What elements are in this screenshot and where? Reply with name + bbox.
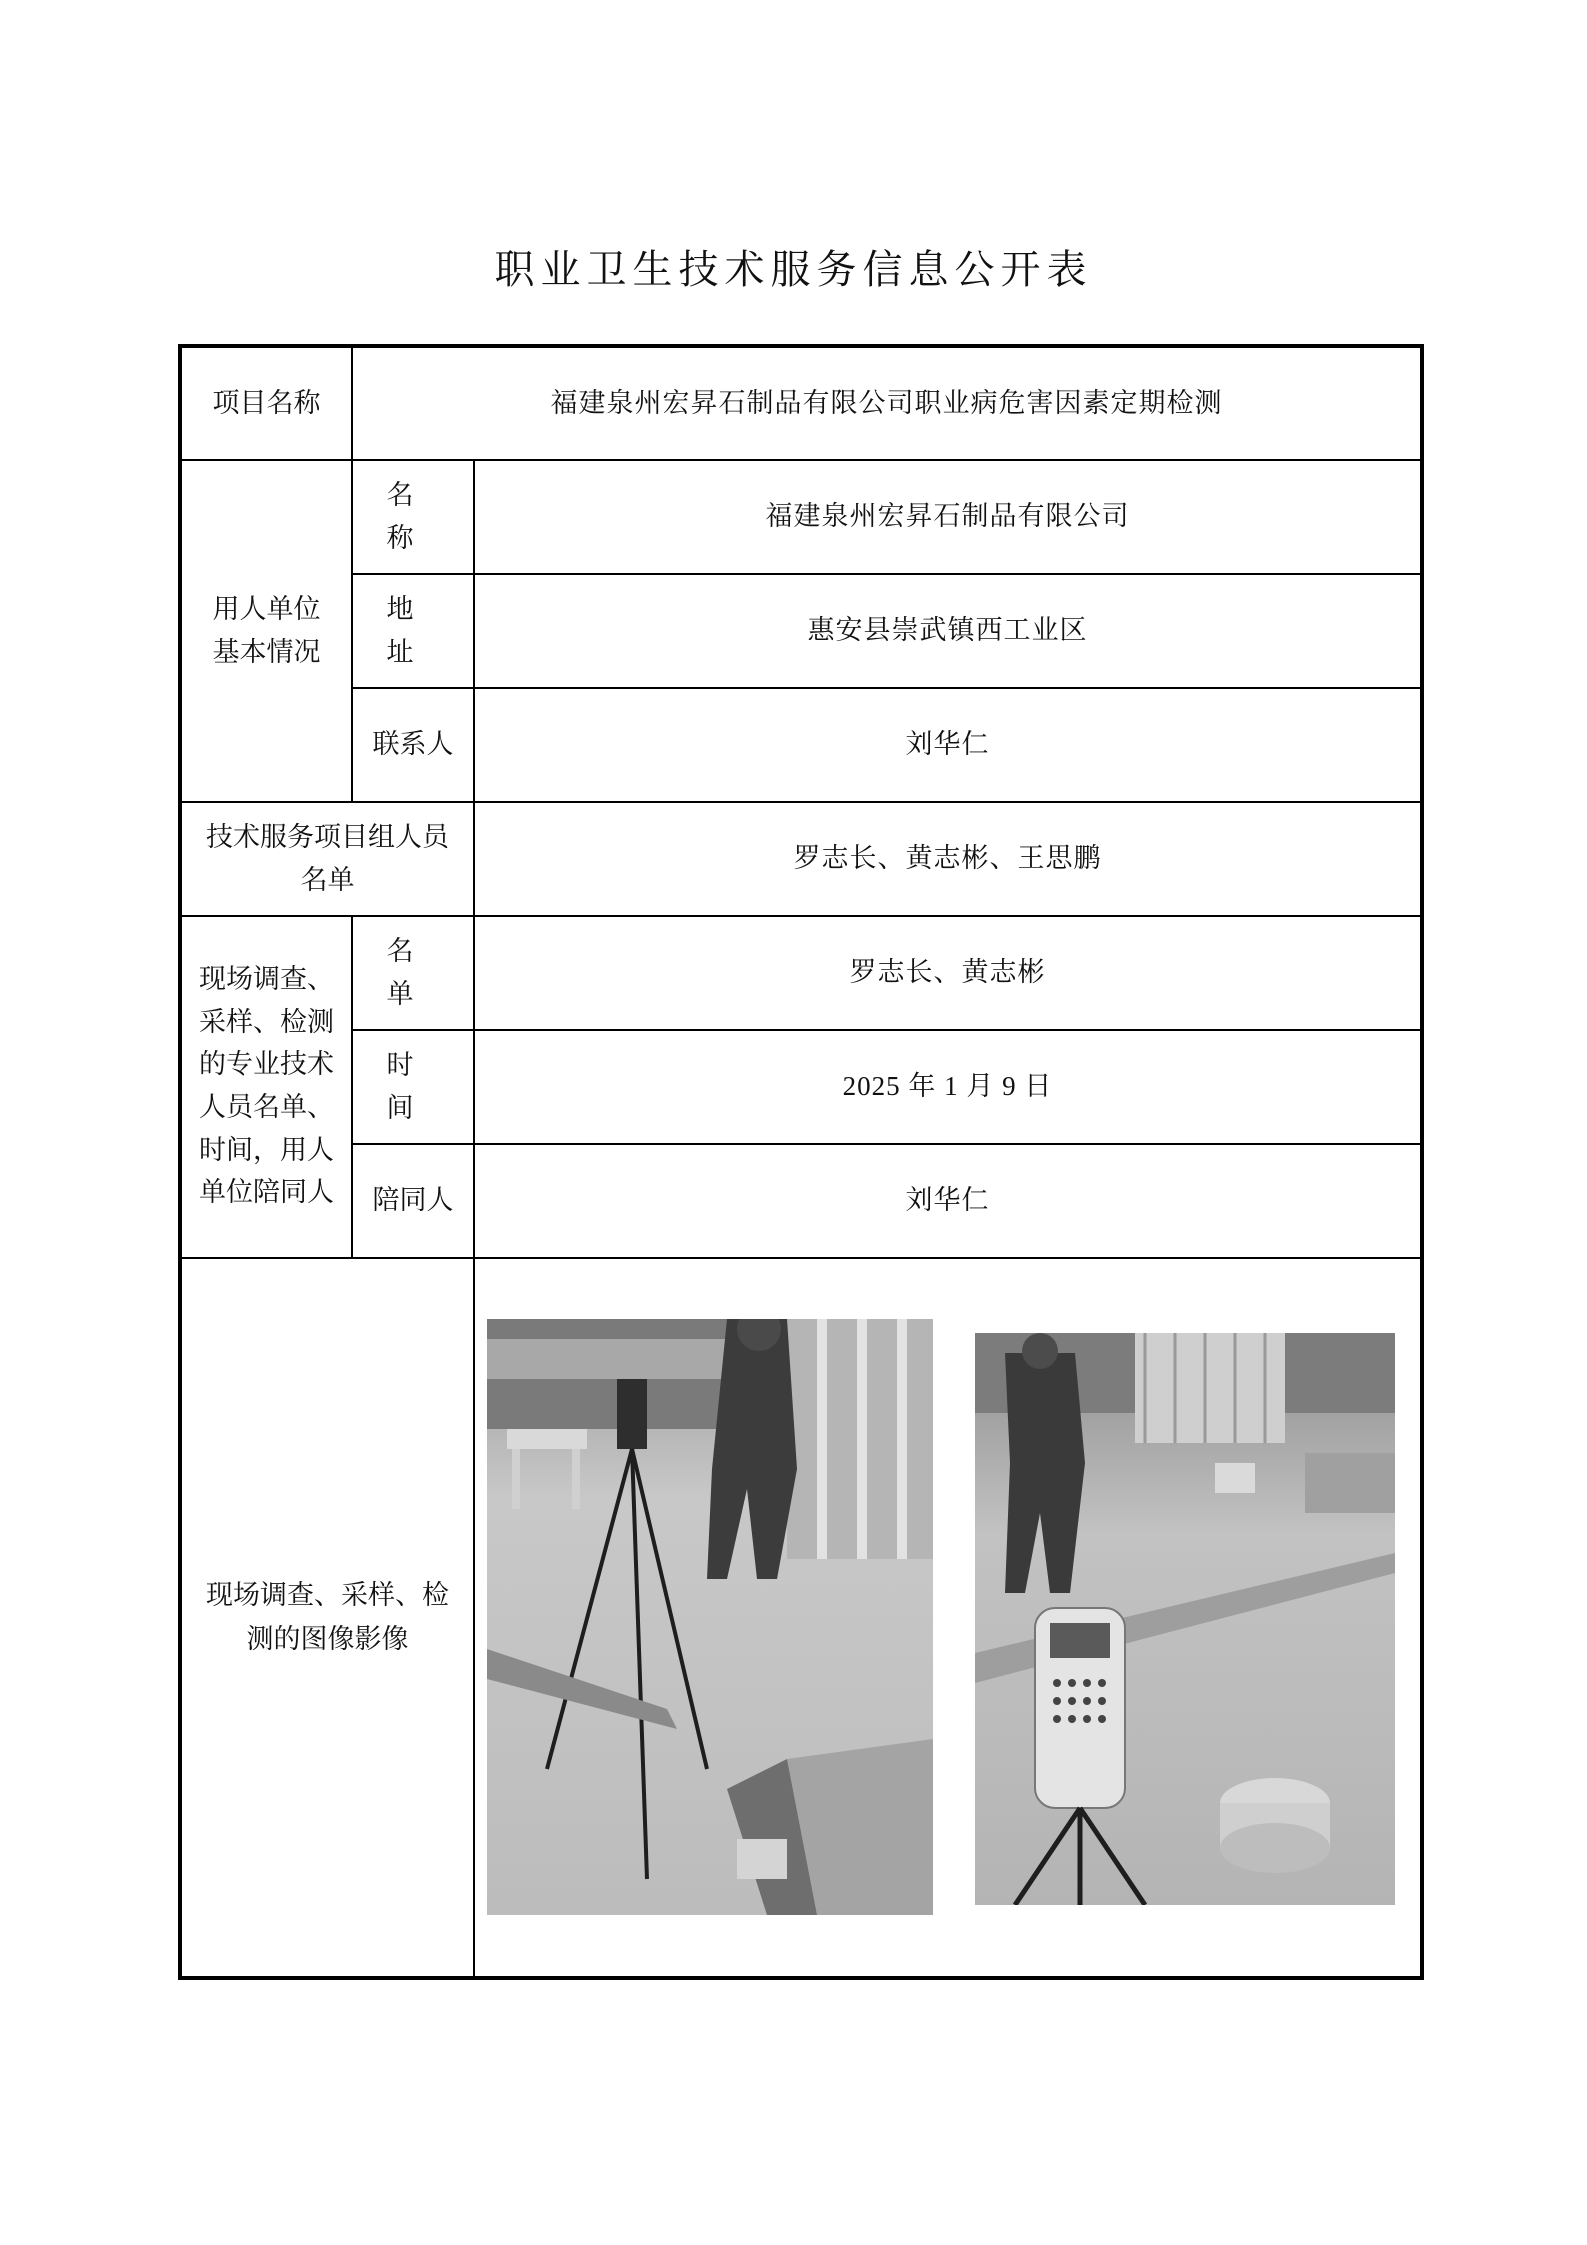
onsite-list-label: 名 单 bbox=[352, 916, 474, 1030]
row-onsite-escort bbox=[180, 1144, 1422, 1258]
onsite-label-line-4: 人员名单、 bbox=[199, 1092, 334, 1123]
onsite-label-line-6: 单位陪同人 bbox=[199, 1177, 334, 1209]
employer-contact-label: 联系人 bbox=[352, 688, 474, 802]
employer-address-label: 地 址 bbox=[352, 574, 474, 688]
page-title: 职业卫生技术服务信息公开表 bbox=[494, 247, 1093, 293]
photos-cell bbox=[474, 1258, 1422, 1978]
sound-level-meter-photo bbox=[975, 1333, 1395, 1905]
onsite-time-value: 2025 年 1 月 9 日 bbox=[474, 1030, 1422, 1144]
project-value: 福建泉州宏昇石制品有限公司职业病危害因素定期检测 bbox=[352, 346, 1422, 460]
onsite-list-value: 罗志长、黄志彬 bbox=[474, 916, 1422, 1030]
employer-label-line-2: 基本情况 bbox=[212, 637, 321, 668]
onsite-escort-label: 陪同人 bbox=[352, 1144, 474, 1258]
employer-label-line-1: 用人单位 bbox=[212, 593, 321, 625]
employer-address-value: 惠安县崇武镇西工业区 bbox=[474, 574, 1422, 688]
onsite-label bbox=[180, 916, 352, 1258]
images-label-line-1: 现场调查、采样、检 bbox=[206, 1580, 449, 1612]
team-value: 罗志长、黄志彬、王思鹏 bbox=[474, 802, 1422, 916]
row-images bbox=[180, 1258, 1422, 1978]
row-onsite-list bbox=[180, 916, 1422, 1030]
row-project bbox=[180, 346, 1422, 460]
employer-contact-value: 刘华仁 bbox=[474, 688, 1422, 802]
onsite-label-line-3: 的专业技术 bbox=[199, 1049, 334, 1081]
onsite-label-line-5: 时间，用人 bbox=[199, 1134, 334, 1166]
employer-name-value: 福建泉州宏昇石制品有限公司 bbox=[474, 460, 1422, 574]
project-label: 项目名称 bbox=[180, 346, 352, 460]
info-table bbox=[178, 344, 1424, 1980]
onsite-time-label: 时 间 bbox=[352, 1030, 474, 1144]
onsite-escort-value: 刘华仁 bbox=[474, 1144, 1422, 1258]
tripod-sampler-photo bbox=[487, 1319, 933, 1915]
team-label-line-2: 名单 bbox=[300, 865, 355, 896]
team-label-line-1: 技术服务项目组人员 bbox=[206, 821, 449, 853]
row-team bbox=[180, 802, 1422, 916]
row-employer-name bbox=[180, 460, 1422, 574]
images-label-line-2: 测的图像影像 bbox=[246, 1623, 409, 1655]
row-employer-contact bbox=[180, 688, 1422, 802]
team-label bbox=[180, 802, 474, 916]
onsite-label-line-1: 现场调查、 bbox=[199, 964, 334, 996]
images-label bbox=[180, 1258, 474, 1978]
row-employer-address bbox=[180, 574, 1422, 688]
employer-name-label: 名 称 bbox=[352, 460, 474, 574]
row-onsite-time bbox=[180, 1030, 1422, 1144]
employer-label bbox=[180, 460, 352, 802]
onsite-label-line-2: 采样、检测 bbox=[199, 1006, 334, 1038]
